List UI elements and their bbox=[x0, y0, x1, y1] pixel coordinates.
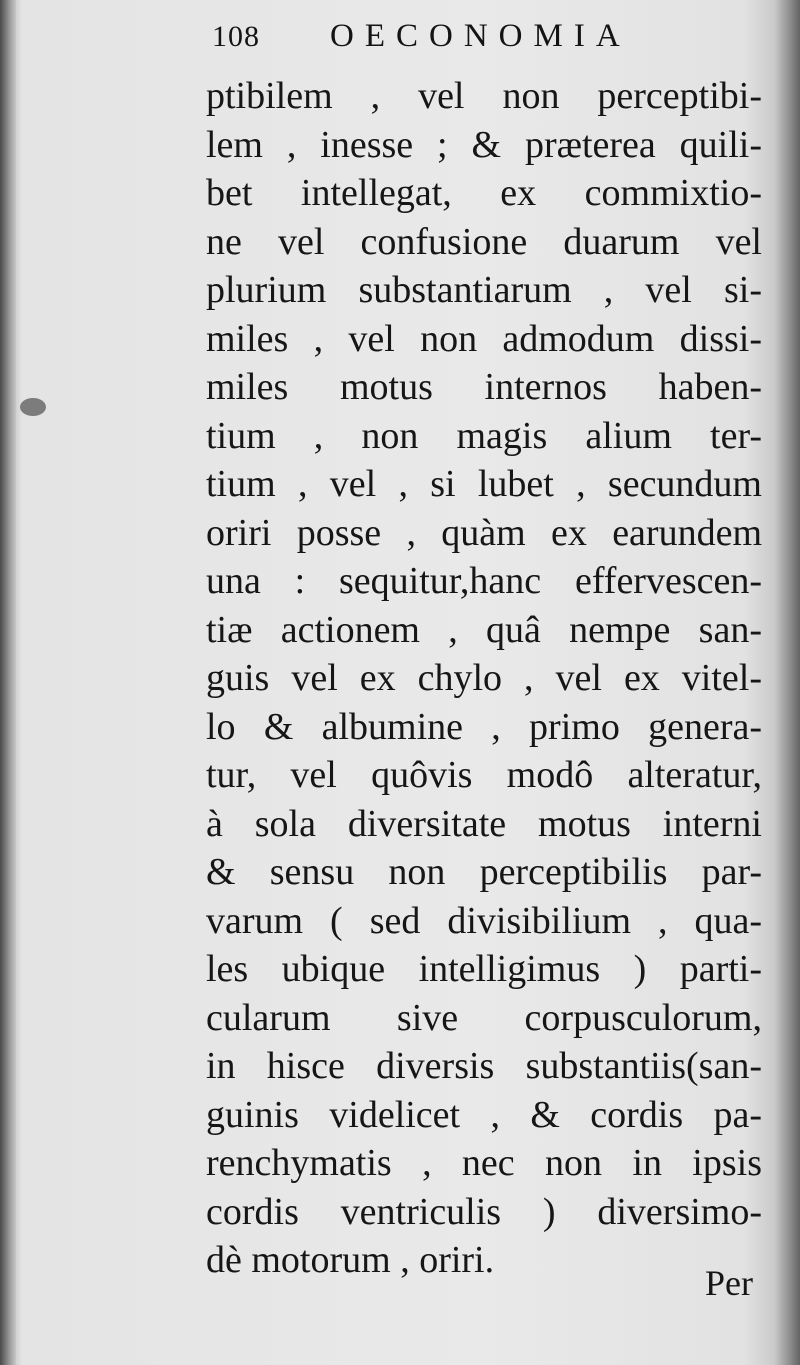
page-edge-shadow bbox=[774, 0, 800, 1365]
text-line: tiæ actionem , quâ nempe san- bbox=[206, 608, 762, 651]
text-line: lo & albumine , primo genera- bbox=[206, 705, 762, 748]
text-line: lem , inesse ; & præterea quili- bbox=[206, 123, 762, 166]
text-line: guinis videlicet , & cordis pa- bbox=[206, 1093, 762, 1136]
text-line: plurium substantiarum , vel si- bbox=[206, 269, 762, 311]
text-line: les ubique intelligimus ) parti- bbox=[206, 948, 762, 990]
binding-shadow bbox=[0, 0, 16, 1365]
page-header bbox=[212, 14, 772, 64]
text-line: guis vel ex chylo , vel ex vitel- bbox=[206, 657, 762, 699]
text-line: ne vel confusione duarum vel bbox=[206, 220, 762, 263]
text-line: renchymatis , nec non in ipsis bbox=[206, 1142, 762, 1184]
ink-blot bbox=[20, 398, 46, 416]
text-line: bet intellegat, ex commixtio- bbox=[206, 172, 762, 214]
text-line: à sola diversitate motus interni bbox=[206, 802, 762, 845]
text-line: cularum sive corpusculorum, bbox=[206, 996, 762, 1039]
text-line: tium , non magis alium ter- bbox=[206, 414, 762, 457]
text-line: ptibilem , vel non perceptibi- bbox=[206, 75, 762, 117]
text-line: tium , vel , si lubet , secundum bbox=[206, 463, 762, 505]
text-line: miles motus internos haben- bbox=[206, 366, 762, 408]
body-text bbox=[206, 73, 762, 1286]
text-line: tur, vel quôvis modô alteratur, bbox=[206, 754, 762, 796]
page-number: 108 bbox=[212, 20, 260, 53]
text-line-final: dè motorum , oriri. bbox=[206, 1239, 495, 1281]
running-title: OECONOMIA bbox=[330, 18, 631, 54]
text-line: & sensu non perceptibilis par- bbox=[206, 851, 762, 893]
text-line: varum ( sed divisibilium , qua- bbox=[206, 899, 762, 942]
text-line: oriri posse , quàm ex earundem bbox=[206, 511, 762, 554]
text-line: miles , vel non admodum dissi- bbox=[206, 317, 762, 360]
text-line: cordis ventriculis ) diversimo- bbox=[206, 1190, 762, 1233]
catchword: Per bbox=[705, 1263, 753, 1303]
text-line: in hisce diversis substantiis(san- bbox=[206, 1045, 762, 1087]
text-line: una : sequitur,hanc effervescen- bbox=[206, 560, 762, 602]
